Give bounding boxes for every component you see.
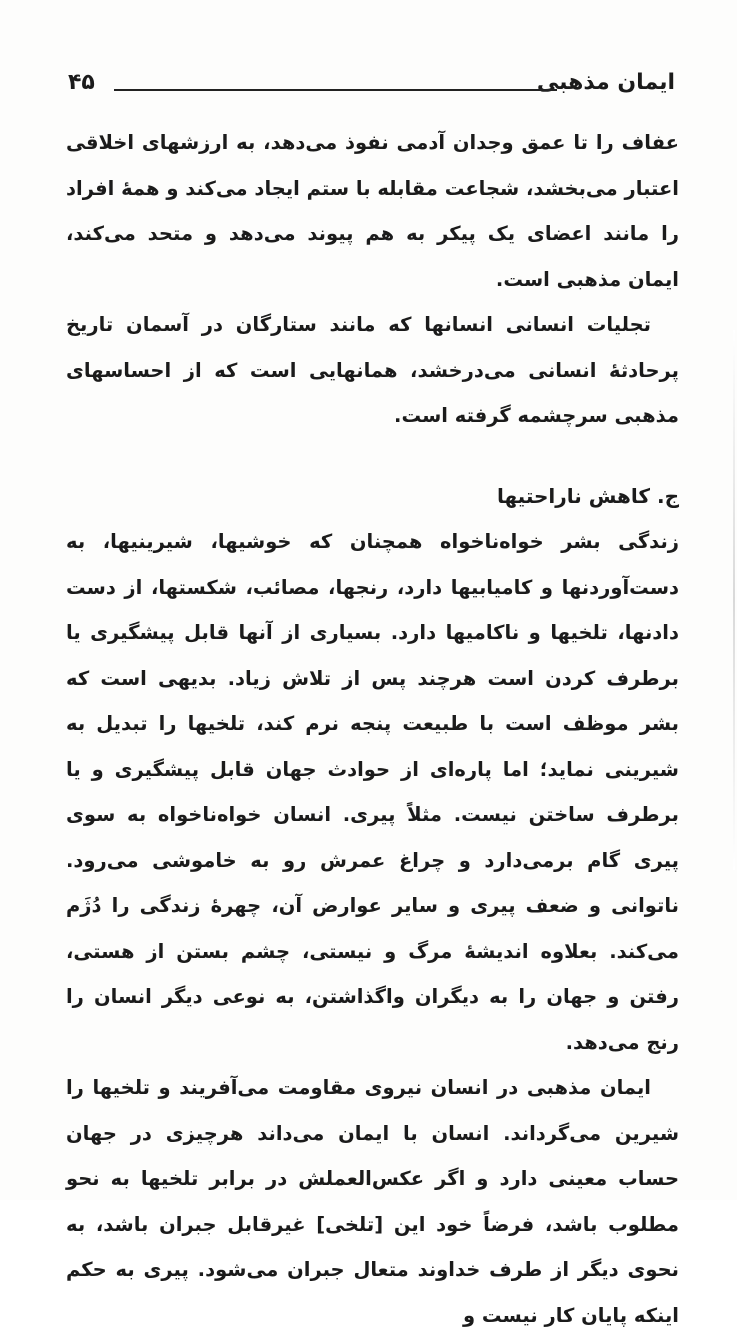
paragraph: زندگی بشر خواه‌ناخواه همچنان که خوشیها، شیرینیها، به دست‌آوردنها و کامیابیها دارد، رنجها، مصائب، شکستها، از دست دادنها، تلخیها و ناکامیها دارد. بسیاری از آنها قابل پیشگیری یا برطرف کردن است هرچند پس از تلاش زیاد. بدیهی است که بشر موظف است با طبیعت پنجه نرم کند، تلخیها را تبدیل به شیرینی نماید؛ اما پاره‌ای از حوادث جهان قابل پیشگیری و یا برطرف ساختن نیست. مثلاً پیری. انسان خواه‌ناخواه به سوی پیری گام برمی‌دارد و چراغ عمرش رو به خاموشی می‌رود. ناتوانی و ضعف پیری و سایر عوارض آن، چهرهٔ زندگی را دُژَم می‌کند. بعلاوه اندیشهٔ مرگ و نیستی، چشم بستن از هستی، رفتن و جهان را به دیگران واگذاشتن، به نوعی دیگر انسان را رنج می‌دهد.: [66, 530, 679, 1054]
section-heading: ج. کاهش ناراحتیها: [496, 483, 679, 508]
page-header: [68, 64, 675, 100]
header-rule: [114, 89, 557, 91]
body-text: [66, 120, 679, 1338]
paragraph: ایمان مذهبی در انسان نیروی مقاومت می‌آفریند و تلخیها را شیرین می‌گرداند. انسان با ایمان می‌داند هرچیزی در جهان حساب معینی دارد و اگر عکس‌العملش در برابر تلخیها به نحو مطلوب باشد، فرضاً خود این [تلخی] غیرقابل جبران باشد، به نحوی دیگر از طرف خداوند متعال جبران می‌شود. پیری به حکم اینکه پایان کار نیست و: [66, 1076, 679, 1327]
running-title: ایمان مذهبی: [536, 70, 675, 95]
paragraph: عفاف را تا عمق وجدان آدمی نفوذ می‌دهد، به ارزشهای اخلاقی اعتبار می‌بخشد، شجاعت مقابله با ستم ایجاد می‌کند و همهٔ افراد را مانند اعضای یک پیکر به هم پیوند می‌دهد و متحد می‌کند، ایمان مذهبی است.: [66, 131, 679, 291]
paragraph: تجلیات انسانی انسانها که مانند ستارگان در آسمان تاریخ پرحادثهٔ انسانی می‌درخشد، همانهایی است که از احساسهای مذهبی سرچشمه گرفته است.: [66, 313, 679, 427]
page-edge-shadow: [733, 330, 735, 870]
page-number: ۴۵: [68, 70, 95, 95]
